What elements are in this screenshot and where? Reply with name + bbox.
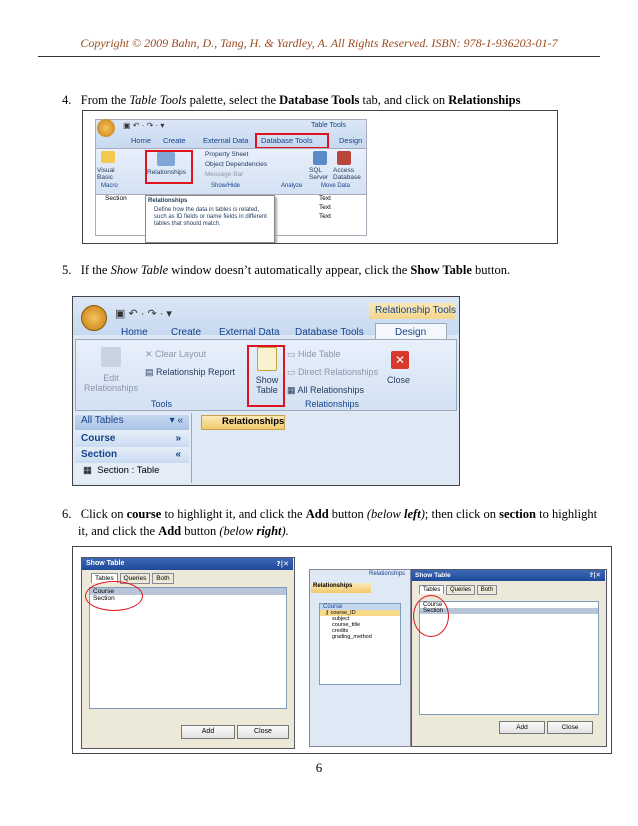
tab-queries[interactable]: Queries bbox=[446, 585, 475, 595]
nav-header-label: All Tables bbox=[81, 415, 124, 426]
tab-external-data[interactable]: External Data bbox=[219, 327, 280, 338]
step-italic: (below bbox=[219, 524, 257, 538]
tab-both[interactable]: Both bbox=[152, 573, 173, 584]
group-analyze: Analyze bbox=[281, 183, 303, 189]
sql-server-button[interactable]: SQL Server bbox=[309, 167, 329, 181]
screenshot-database-tools bbox=[82, 110, 558, 244]
field-row: credits bbox=[332, 628, 349, 634]
step-bold-italic: right bbox=[256, 524, 282, 538]
access-database-icon bbox=[337, 151, 351, 165]
copyright-header: Copyright © 2009 Bahn, D., Tang, H. & Yardley, A. All Rights Reserved. ISBN: 978-1-936203-01-7 bbox=[80, 36, 558, 50]
step-text: button bbox=[328, 507, 367, 521]
visual-basic-button[interactable]: Visual Basic bbox=[97, 167, 115, 181]
close-icon: ✕ bbox=[391, 351, 409, 369]
nav-item-section-table[interactable]: ▦ Section : Table bbox=[83, 465, 160, 476]
header-rule bbox=[38, 56, 600, 57]
tooltip-body: Define how the data in tables is related, such as ID fields or name fields in different tables that should match. bbox=[154, 207, 267, 227]
step-bold: Show Table bbox=[410, 263, 472, 277]
context-label: Table Tools bbox=[311, 122, 346, 129]
nav-group-label: Section bbox=[81, 449, 118, 460]
group-move-data: Move Data bbox=[321, 183, 351, 189]
group-relationships: Relationships bbox=[305, 399, 360, 409]
page-number: 6 bbox=[315, 760, 323, 775]
relationship-report-button[interactable]: ▤ Relationship Report bbox=[145, 367, 236, 377]
group-macro: Macro bbox=[101, 183, 118, 189]
nav-group-course[interactable] bbox=[75, 433, 189, 447]
dialog-title: Show Table bbox=[86, 560, 125, 567]
step-6-line-1 bbox=[62, 506, 602, 523]
tab-create[interactable]: Create bbox=[163, 136, 186, 145]
highlight-oval-left bbox=[85, 581, 143, 611]
step-text: window doesn’t automatically appear, click the bbox=[168, 263, 411, 277]
step-italic: Show Table bbox=[110, 263, 169, 277]
all-relationships-label: All Relationships bbox=[297, 385, 365, 395]
clear-layout-button[interactable]: ✕ Clear Layout bbox=[145, 349, 207, 359]
step-bold: Add bbox=[305, 507, 329, 521]
dialog-title: Show Table bbox=[415, 572, 451, 579]
field-row: subject bbox=[332, 616, 350, 622]
clear-layout-label: Clear Layout bbox=[155, 349, 207, 359]
step-number: 6. bbox=[62, 507, 72, 521]
step-text: Click on bbox=[80, 507, 127, 521]
screenshot-show-table bbox=[72, 546, 612, 754]
hide-table-button[interactable]: ▭ Hide Table bbox=[287, 349, 341, 359]
help-close-icon[interactable]: ?|✕ bbox=[276, 560, 289, 568]
step-5 bbox=[62, 262, 510, 279]
edit-relationships-icon bbox=[101, 347, 121, 367]
close-button[interactable]: Close bbox=[547, 721, 593, 734]
key-icon: ⚷ bbox=[325, 610, 330, 616]
field-name: course_ID bbox=[330, 610, 356, 616]
type-text: Text bbox=[319, 213, 331, 220]
step-text: to highlight bbox=[535, 507, 598, 521]
group-show-hide: Show/Hide bbox=[211, 183, 241, 189]
tab-tables[interactable]: Tables bbox=[419, 585, 444, 594]
tab-tables[interactable]: Tables bbox=[91, 573, 118, 583]
relationships-tooltip bbox=[145, 195, 275, 243]
step-text: From the bbox=[80, 93, 130, 107]
tab-home[interactable]: Home bbox=[121, 327, 148, 338]
tab-queries[interactable]: Queries bbox=[120, 573, 151, 584]
group-tools: Tools bbox=[151, 399, 173, 409]
type-text: Text bbox=[319, 204, 331, 211]
collapse-icon: « bbox=[175, 449, 181, 460]
tab-home[interactable]: Home bbox=[131, 136, 152, 145]
tab-create[interactable]: Create bbox=[171, 327, 202, 338]
list-item-course[interactable]: Course bbox=[423, 602, 443, 608]
step-bold: course bbox=[126, 507, 162, 521]
dialog-tabs bbox=[419, 587, 497, 593]
tab-database-tools[interactable]: Database Tools bbox=[295, 327, 364, 338]
close-button[interactable]: Close bbox=[237, 725, 289, 739]
nav-header[interactable] bbox=[75, 415, 189, 430]
hide-table-label: Hide Table bbox=[298, 349, 341, 359]
list-item-course[interactable]: Course bbox=[90, 588, 286, 595]
tab-database-tools[interactable]: Database Tools bbox=[261, 136, 313, 145]
step-6 bbox=[62, 506, 602, 540]
highlight-oval-right bbox=[413, 595, 449, 637]
step-text: ; then click on bbox=[424, 507, 500, 521]
step-bold: Add bbox=[158, 524, 182, 538]
step-bold: Relationships bbox=[448, 93, 521, 107]
step-number: 4. bbox=[62, 93, 72, 107]
course-table-title: Course bbox=[320, 604, 400, 610]
step-text: button. bbox=[471, 263, 511, 277]
step-bold-italic: left bbox=[404, 507, 421, 521]
step-italic: Table Tools bbox=[129, 93, 187, 107]
nav-menu-icon[interactable]: ▾ « bbox=[169, 415, 183, 426]
direct-relationships-label: Direct Relationships bbox=[298, 367, 379, 377]
step-bold: section bbox=[499, 507, 536, 521]
step-text: If the bbox=[80, 263, 111, 277]
relationships-document-tab[interactable]: Relationships bbox=[311, 583, 371, 593]
direct-relationships-button[interactable]: ▭ Direct Relationships bbox=[287, 367, 379, 377]
tab-both[interactable]: Both bbox=[477, 585, 497, 595]
add-button[interactable]: Add bbox=[181, 725, 235, 739]
access-database-button[interactable]: Access Database bbox=[333, 167, 361, 181]
all-relationships-button[interactable]: ▦ All Relationships bbox=[287, 385, 365, 395]
sql-server-icon bbox=[313, 151, 327, 165]
section-label: Section bbox=[105, 195, 127, 202]
relationships-tab-label: Relationships bbox=[369, 571, 406, 577]
step-italic: ) bbox=[420, 507, 425, 521]
highlight-relationships bbox=[145, 150, 193, 184]
step-text: to highlight it, and click the bbox=[161, 507, 306, 521]
step-text: palette, select the bbox=[186, 93, 280, 107]
step-italic: ). bbox=[281, 524, 289, 538]
help-close-icon[interactable]: ?|✕ bbox=[589, 571, 601, 579]
context-label: Relationship Tools bbox=[375, 305, 456, 316]
tab-design[interactable]: Design bbox=[339, 136, 363, 145]
step-text: button bbox=[181, 524, 220, 538]
type-text: Text bbox=[319, 195, 331, 202]
step-text: tab, and click on bbox=[359, 93, 449, 107]
step-bold: Database Tools bbox=[279, 93, 360, 107]
office-button-icon[interactable] bbox=[97, 119, 115, 137]
property-sheet-button[interactable]: Property Sheet bbox=[205, 151, 249, 158]
step-6-line-2 bbox=[62, 523, 602, 540]
dialog-title-bar bbox=[412, 570, 605, 581]
expand-icon: » bbox=[175, 433, 181, 444]
step-4 bbox=[62, 92, 520, 109]
step-italic: (below bbox=[366, 507, 405, 521]
dialog-title-bar bbox=[82, 558, 293, 570]
relationship-report-label: Relationship Report bbox=[156, 367, 236, 377]
tooltip-title: Relationships bbox=[148, 198, 188, 204]
add-button[interactable]: Add bbox=[499, 721, 545, 734]
field-row: course_title bbox=[332, 622, 361, 628]
tab-external-data[interactable]: External Data bbox=[203, 136, 249, 145]
step-number: 5. bbox=[62, 263, 72, 277]
step-text: it, and click the bbox=[78, 524, 159, 538]
highlight-show-table bbox=[247, 345, 285, 407]
screenshot-relationship-tools bbox=[72, 296, 460, 486]
course-table-box bbox=[319, 603, 401, 685]
relationships-document-tab[interactable]: Relationships bbox=[201, 415, 285, 430]
tab-design[interactable]: Design bbox=[395, 327, 427, 338]
list-item-section[interactable]: Section bbox=[420, 608, 598, 614]
list-item-section[interactable]: Section bbox=[93, 595, 115, 602]
relationships-button[interactable]: Relationships bbox=[147, 169, 187, 176]
show-table-button[interactable]: Show Table bbox=[255, 375, 279, 395]
nav-item-label: Section : Table bbox=[97, 465, 160, 476]
quick-access-toolbar[interactable]: ▣ ↶ · ↷ · ▾ bbox=[115, 308, 172, 320]
office-button-icon[interactable] bbox=[81, 305, 107, 331]
close-button[interactable]: Close bbox=[387, 375, 411, 385]
nav-group-label: Course bbox=[81, 433, 116, 444]
visual-basic-icon bbox=[101, 151, 115, 163]
field-row: grading_method bbox=[332, 634, 372, 640]
object-dependencies-button[interactable]: Object Dependencies bbox=[205, 161, 268, 168]
quick-access-toolbar[interactable]: ▣ ↶ · ↷ · ▾ bbox=[123, 121, 165, 130]
highlight-database-tools bbox=[255, 133, 329, 149]
message-bar-button[interactable]: Message Bar bbox=[205, 171, 244, 178]
edit-relationships-button[interactable]: Edit Relationships bbox=[83, 373, 139, 393]
nav-group-section[interactable] bbox=[75, 449, 189, 463]
